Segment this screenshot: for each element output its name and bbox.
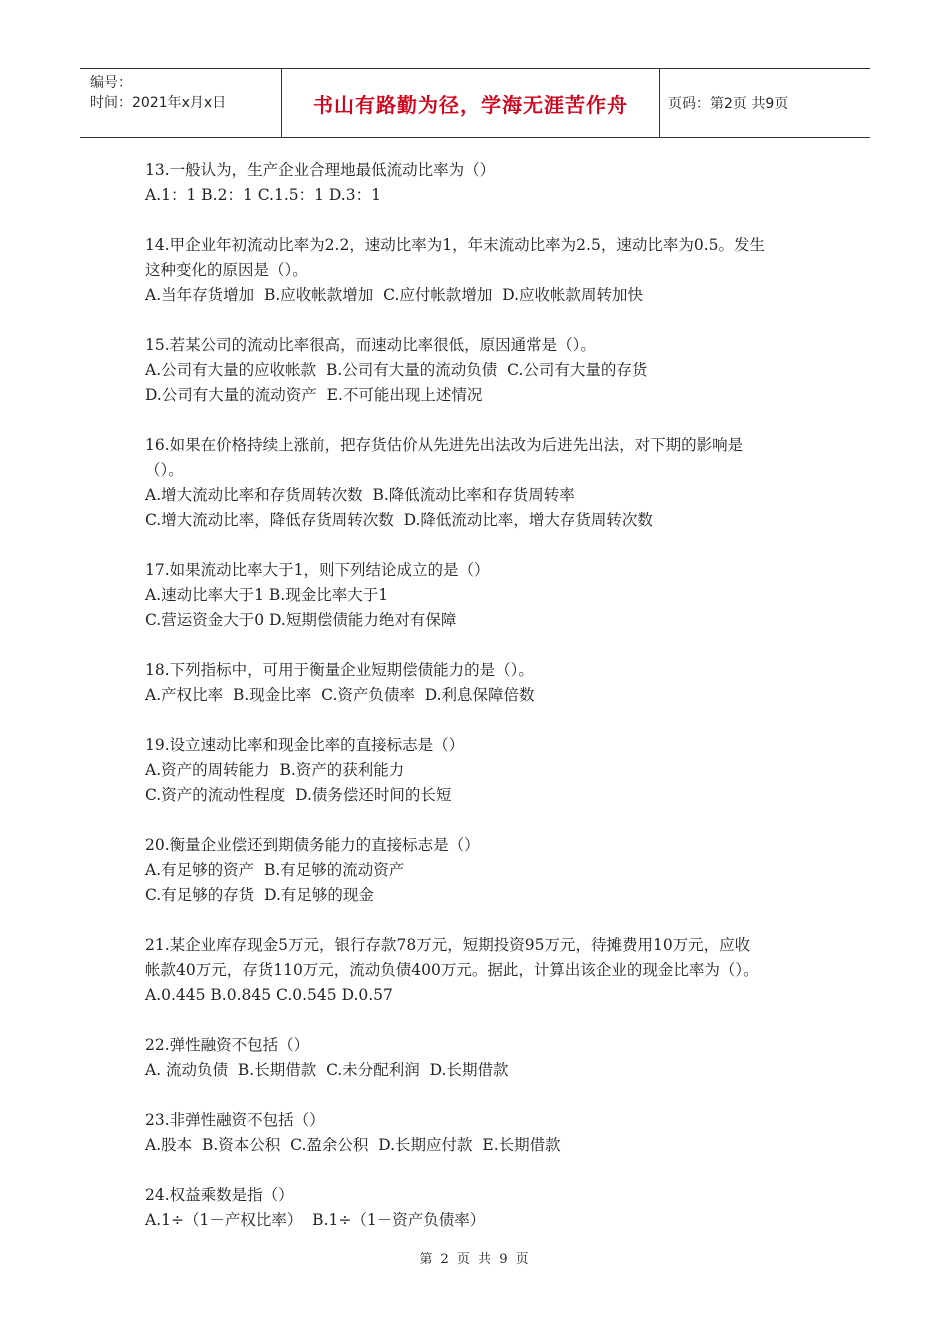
question-block xyxy=(145,1183,815,1233)
question-block xyxy=(145,658,815,708)
question-block xyxy=(145,733,815,808)
question-text: 14.甲企业年初流动比率为2.2，速动比率为1，年末流动比率为2.5，速动比率为0.5。发生 xyxy=(145,236,765,254)
document-number-label: 编号： xyxy=(90,75,132,91)
question-line: （）。 xyxy=(145,461,184,479)
question-block xyxy=(145,558,815,633)
question-line: C.有足够的存货 D.有足够的现金 xyxy=(145,886,374,904)
question-text: 15.若某公司的流动比率很高，而速动比率很低，原因通常是（）。 xyxy=(145,336,596,354)
page-header xyxy=(80,68,870,138)
question-block xyxy=(145,333,815,408)
question-block xyxy=(145,1033,815,1083)
header-motto: 书山有路勤为径，学海无涯苦作舟 xyxy=(282,69,660,137)
page-footer: 第 2 页 共 9 页 xyxy=(419,1252,531,1267)
question-line: A.资产的周转能力 B.资产的获利能力 xyxy=(145,761,405,779)
question-line: D.公司有大量的流动资产 E.不可能出现上述情况 xyxy=(145,386,483,404)
question-block xyxy=(145,933,815,1008)
question-text: 17.如果流动比率大于1，则下列结论成立的是（） xyxy=(145,561,490,579)
question-text: 13.一般认为，生产企业合理地最低流动比率为（） xyxy=(145,161,496,179)
question-list xyxy=(145,158,815,1258)
question-text: 24.权益乘数是指（） xyxy=(145,1186,294,1204)
header-meta xyxy=(80,69,282,137)
question-line: A.当年存货增加 B.应收帐款增加 C.应付帐款增加 D.应收帐款周转加快 xyxy=(145,286,644,304)
question-text: 19.设立速动比率和现金比率的直接标志是（） xyxy=(145,736,465,754)
question-text: 23.非弹性融资不包括（） xyxy=(145,1111,325,1129)
question-line: A.1：1 B.2：1 C.1.5：1 D.3：1 xyxy=(145,186,381,204)
question-line: A.1÷（1－产权比率） B.1÷（1－资产负债率） xyxy=(145,1211,486,1229)
question-line: A. 流动负债 B.长期借款 C.未分配利润 D.长期借款 xyxy=(145,1061,509,1079)
question-text: 21.某企业库存现金5万元，银行存款78万元，短期投资95万元，待摊费用10万元，应收 xyxy=(145,936,751,954)
question-line: A.公司有大量的应收帐款 B.公司有大量的流动负债 C.公司有大量的存货 xyxy=(145,361,648,379)
question-block xyxy=(145,433,815,533)
question-line: A.产权比率 B.现金比率 C.资产负债率 D.利息保障倍数 xyxy=(145,686,535,704)
question-line: C.营运资金大于0 D.短期偿债能力绝对有保障 xyxy=(145,611,457,629)
question-line: A.增大流动比率和存货周转次数 B.降低流动比率和存货周转率 xyxy=(145,486,575,504)
question-text: 18.下列指标中，可用于衡量企业短期偿债能力的是（）。 xyxy=(145,661,534,679)
question-line: C.增大流动比率，降低存货周转次数 D.降低流动比率，增大存货周转次数 xyxy=(145,511,653,529)
question-line: A.0.445 B.0.845 C.0.545 D.0.57 xyxy=(145,986,393,1004)
question-line: C.资产的流动性程度 D.债务偿还时间的长短 xyxy=(145,786,452,804)
question-text: 16.如果在价格持续上涨前，把存货估价从先进先出法改为后进先出法，对下期的影响是 xyxy=(145,436,744,454)
question-line: 帐款40万元，存货110万元，流动负债400万元。据此，计算出该企业的现金比率为（）。 xyxy=(145,961,759,979)
question-block xyxy=(145,158,815,208)
header-page-info: 页码：第2页 共9页 xyxy=(668,96,789,112)
question-block xyxy=(145,833,815,908)
question-block xyxy=(145,1108,815,1158)
question-line: A.速动比率大于1 B.现金比率大于1 xyxy=(145,586,389,604)
question-line: A.股本 B.资本公积 C.盈余公积 D.长期应付款 E.长期借款 xyxy=(145,1136,561,1154)
document-time: 时间：2021年x月x日 xyxy=(90,95,227,111)
question-text: 22.弹性融资不包括（） xyxy=(145,1036,310,1054)
question-line: A.有足够的资产 B.有足够的流动资产 xyxy=(145,861,405,879)
question-line: 这种变化的原因是（）。 xyxy=(145,261,308,279)
question-text: 20.衡量企业偿还到期债务能力的直接标志是（） xyxy=(145,836,480,854)
question-block xyxy=(145,233,815,308)
